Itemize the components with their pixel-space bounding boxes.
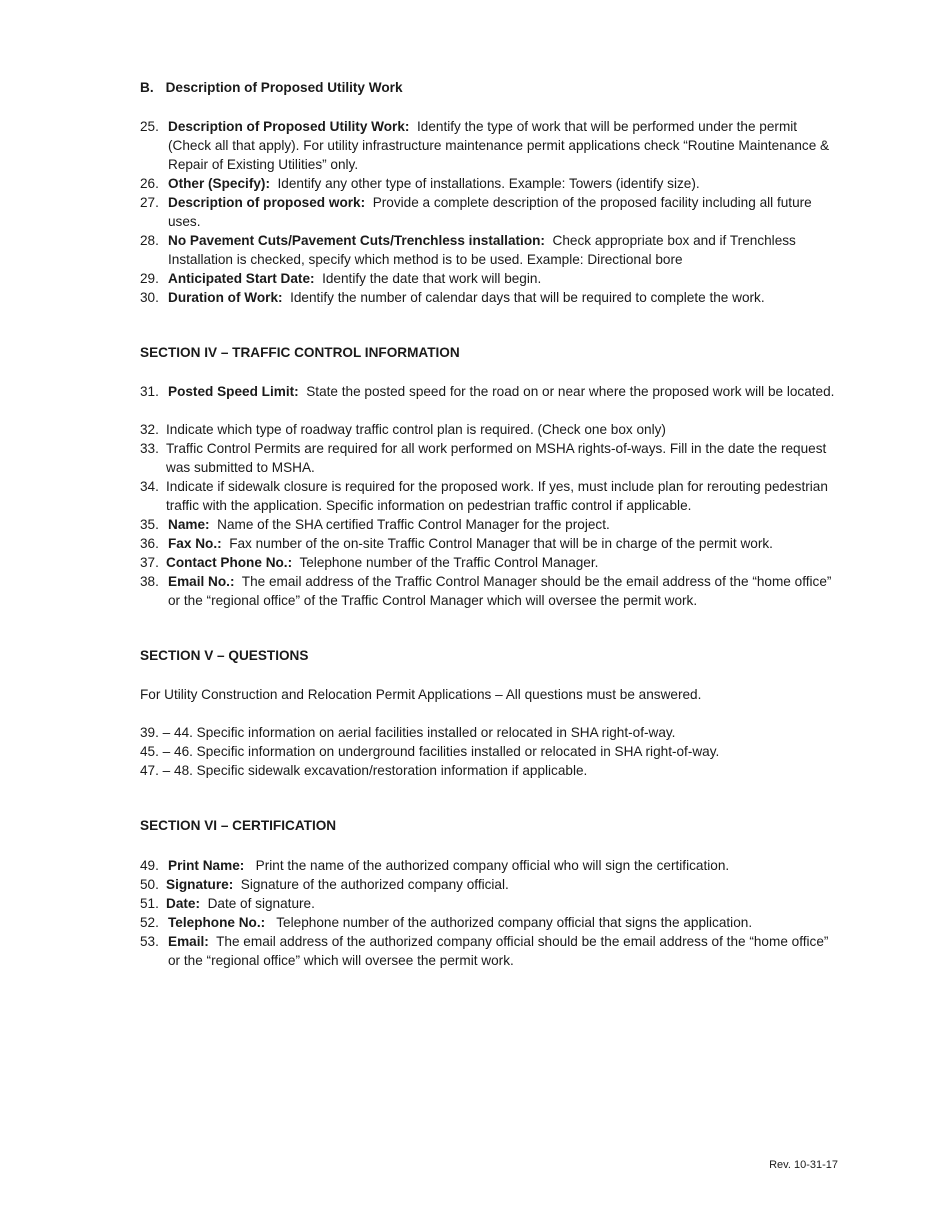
list-item: 32. Indicate which type of roadway traffic control plan is required. (Check one box only) bbox=[140, 422, 666, 437]
section-b-letter: B. bbox=[140, 80, 154, 95]
list-item: 31. Posted Speed Limit: State the posted speed for the road on or near where the proposed work will be located. bbox=[140, 384, 835, 399]
list-item: 51. Date: Date of signature. bbox=[140, 896, 315, 911]
list-item: 30. Duration of Work: Identify the number of calendar days that will be required to complete the work. bbox=[140, 290, 765, 305]
list-item: 34. Indicate if sidewalk closure is required for the proposed work. If yes, must include plan for rerouting pedestrian traffic with the application. Specific information on pedestrian traffic control if applicable. bbox=[140, 479, 828, 513]
list-item: 37. Contact Phone No.: Telephone number of the Traffic Control Manager. bbox=[140, 555, 599, 570]
list-item: 52. Telephone No.: Telephone number of the authorized company official that signs the application. bbox=[140, 915, 753, 930]
list-item: 47. – 48. Specific sidewalk excavation/restoration information if applicable. bbox=[140, 763, 588, 778]
list-item: 36. Fax No.: Fax number of the on-site Traffic Control Manager that will be in charge of the permit work. bbox=[140, 536, 773, 551]
list-item: 53. Email: The email address of the authorized company official should be the email address of the “home office” or the “regional office” which will oversee the permit work. bbox=[140, 934, 829, 968]
list-item: 35. Name: Name of the SHA certified Traffic Control Manager for the project. bbox=[140, 517, 610, 532]
list-item: 29. Anticipated Start Date: Identify the date that work will begin. bbox=[140, 271, 542, 286]
list-item: 39. – 44. Specific information on aerial facilities installed or relocated in SHA right-of-way. bbox=[140, 725, 676, 740]
section-v-intro: For Utility Construction and Relocation Permit Applications – All questions must be answered. bbox=[140, 687, 702, 702]
section-vi-heading: SECTION VI – CERTIFICATION bbox=[140, 818, 337, 833]
section-iv-heading: SECTION IV – TRAFFIC CONTROL INFORMATION bbox=[140, 345, 460, 360]
list-item: 50. Signature: Signature of the authorized company official. bbox=[140, 877, 509, 892]
list-item: 26. Other (Specify): Identify any other type of installations. Example: Towers (identify size). bbox=[140, 176, 700, 191]
list-item: 28. No Pavement Cuts/Pavement Cuts/Trenchless installation: Check appropriate box and if Trenchless Installation is checked, specify which method is to be used. Example: Directional bore bbox=[140, 233, 796, 267]
list-item: 33. Traffic Control Permits are required for all work performed on MSHA rights-of-ways. Fill in the date the request was submitted to MSHA. bbox=[140, 441, 827, 475]
list-item: 38. Email No.: The email address of the Traffic Control Manager should be the email address of the “home office” or the “regional office” of the Traffic Control Manager which will oversee the permit work. bbox=[140, 574, 832, 608]
section-b-title: Description of Proposed Utility Work bbox=[165, 80, 403, 95]
list-item: 45. – 46. Specific information on underground facilities installed or relocated in SHA right-of-way. bbox=[140, 744, 720, 759]
revision-label: Rev. 10-31-17 bbox=[769, 1159, 838, 1171]
section-v-heading: SECTION V – QUESTIONS bbox=[140, 648, 309, 663]
list-item: 25. Description of Proposed Utility Work: Identify the type of work that will be performed under the permit (Check all that apply). For utility infrastructure maintenance permit applications check “Routine Maintenance & Repair of Existing Utilities” only. bbox=[140, 119, 830, 172]
list-item: 49. Print Name: Print the name of the authorized company official who will sign the certification. bbox=[140, 858, 730, 873]
list-item: 27. Description of proposed work: Provide a complete description of the proposed facility including all future uses. bbox=[140, 195, 812, 229]
section-b-heading bbox=[140, 80, 403, 95]
